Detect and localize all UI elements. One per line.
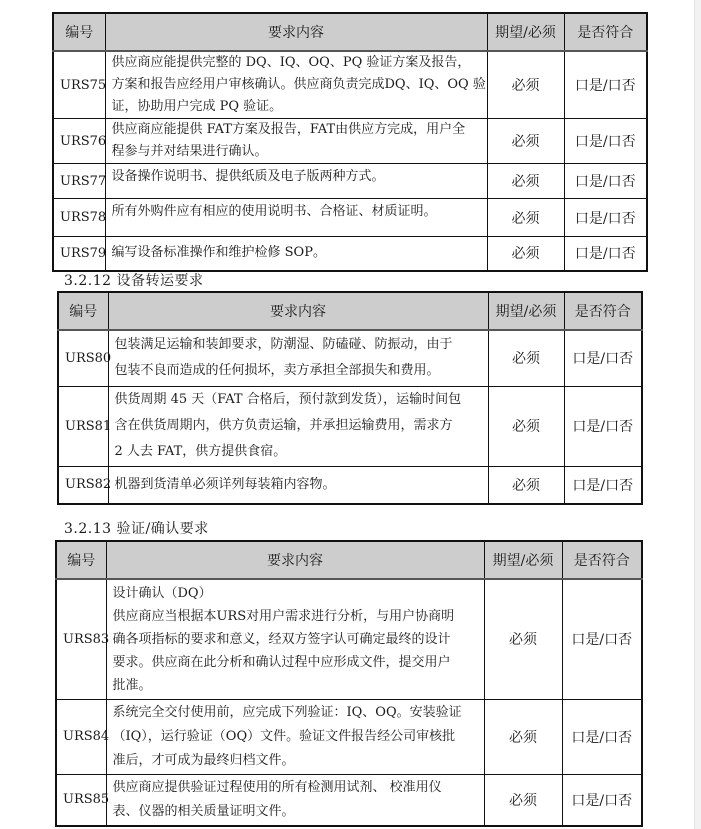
header-content: 要求内容 xyxy=(105,13,487,51)
content-line: 机器到货清单必须详列每装箱内容物。 xyxy=(114,476,336,492)
content-line: 供应商应提供验证过程使用的所有检测用试剂、 校准用仪 xyxy=(112,779,442,795)
row-content xyxy=(106,774,484,826)
content-line: 所有外购件应有相应的使用说明书、合格证、材质证明。 xyxy=(111,204,437,219)
row-id: URS83 xyxy=(56,579,106,699)
header-content: 要求内容 xyxy=(108,292,488,330)
table-row xyxy=(56,699,642,774)
content-line: 供应商应能提供 FAT方案及报告，FAT由供应方完成，用户全 xyxy=(111,122,466,137)
row-priority: 必须 xyxy=(484,579,562,699)
compliance-checkbox[interactable]: 口是/口否 xyxy=(564,164,647,199)
content-line: 表、仪器的相关质量证明文件。 xyxy=(112,803,295,819)
content-line: 程参与并对结果进行确认。 xyxy=(111,144,268,159)
row-content xyxy=(108,330,488,386)
content-line: 2 人去 FAT，供方提供食宿。 xyxy=(114,444,287,459)
compliance-checkbox[interactable]: 口是/口否 xyxy=(564,330,642,386)
header-priority: 期望/必须 xyxy=(487,13,564,51)
header-content: 要求内容 xyxy=(106,541,484,579)
table-row xyxy=(53,164,647,199)
row-content xyxy=(106,579,484,699)
table-row xyxy=(58,386,642,466)
row-id: URS77 xyxy=(53,164,105,199)
content-line: 供应商应当根据本URS对用户需求进行分析，与用户协商明 xyxy=(112,608,455,624)
table-header-row xyxy=(53,13,647,51)
content-line: 编写设备标准操作和维护检修 SOP。 xyxy=(111,245,326,261)
row-content xyxy=(105,199,487,237)
content-line: 供应商应能提供完整的 DQ、IQ、OQ、PQ 验证方案及报告， xyxy=(111,55,471,70)
table-row xyxy=(58,466,642,504)
compliance-checkbox[interactable]: 口是/口否 xyxy=(562,699,642,774)
content-line: 准后，才可成为最终归档文件。 xyxy=(112,752,295,768)
content-line: 设计确认（DQ） xyxy=(112,585,212,601)
row-priority: 必须 xyxy=(487,199,564,237)
content-line: 包装满足运输和装卸要求，防潮湿、防磕碰、防振动，由于 xyxy=(114,337,453,353)
row-priority: 必须 xyxy=(488,466,564,504)
content-line: 方案和报告应经用户审核确认。供应商负责完成DQ、IQ、OQ 验 xyxy=(111,77,486,92)
table-header-row xyxy=(58,292,642,330)
row-id: URS80 xyxy=(58,330,108,386)
content-line: 批准。 xyxy=(112,677,152,693)
row-priority: 必须 xyxy=(484,699,562,774)
table-row xyxy=(58,330,642,386)
table-row xyxy=(56,579,642,699)
table-row xyxy=(53,199,647,237)
row-priority: 必须 xyxy=(484,774,562,826)
table-row xyxy=(56,774,642,826)
header-priority: 期望/必须 xyxy=(488,292,564,330)
row-content xyxy=(106,699,484,774)
header-compliance: 是否符合 xyxy=(562,541,642,579)
content-line: 要求。供应商在此分析和确认过程中应形成文件，提交用户 xyxy=(112,654,451,670)
row-id: URS85 xyxy=(56,774,106,826)
header-id: 编号 xyxy=(58,292,108,330)
compliance-checkbox[interactable]: 口是/口否 xyxy=(564,386,642,466)
row-priority: 必须 xyxy=(487,164,564,199)
header-compliance: 是否符合 xyxy=(564,292,642,330)
content-line: 确各项指标的要求和意义，经双方签字认可确定最终的设计 xyxy=(112,631,451,647)
row-content xyxy=(108,386,488,466)
table-row xyxy=(53,237,647,271)
content-line: 供货周期 45 天（FAT 合格后，预付款到发货），运输时间包 xyxy=(114,392,462,407)
row-id: URS76 xyxy=(53,119,105,164)
content-line: （IQ），运行验证（OQ）文件。验证文件报告经公司审核批 xyxy=(112,728,456,744)
table-row xyxy=(53,119,647,164)
compliance-checkbox[interactable]: 口是/口否 xyxy=(562,579,642,699)
row-id: URS82 xyxy=(58,466,108,504)
page-edge xyxy=(694,0,701,829)
row-id: URS84 xyxy=(56,699,106,774)
table-row xyxy=(53,51,647,119)
header-priority: 期望/必须 xyxy=(484,541,562,579)
row-content xyxy=(105,51,487,119)
row-priority: 必须 xyxy=(487,51,564,119)
section-heading-validation: 3.2.13 验证/确认要求 xyxy=(64,521,209,537)
compliance-checkbox[interactable]: 口是/口否 xyxy=(562,774,642,826)
content-line: 包装不良而造成的任何损坏，卖方承担全部损失和费用。 xyxy=(114,363,440,379)
content-line: 系统完全交付使用前，应完成下列验证：IQ、OQ。安装验证 xyxy=(112,704,462,720)
header-id: 编号 xyxy=(53,13,105,51)
content-line: 证，协助用户完成 PQ 验证。 xyxy=(111,99,283,114)
section-heading-transport: 3.2.12 设备转运要求 xyxy=(64,273,204,289)
requirements-table-transport xyxy=(57,291,643,505)
row-content xyxy=(105,164,487,199)
row-id: URS79 xyxy=(53,237,105,271)
compliance-checkbox[interactable]: 口是/口否 xyxy=(564,237,647,271)
requirements-table-general xyxy=(52,12,648,272)
row-priority: 必须 xyxy=(488,386,564,466)
row-content xyxy=(108,466,488,504)
compliance-checkbox[interactable]: 口是/口否 xyxy=(564,466,642,504)
content-line: 设备操作说明书、提供纸质及电子版两种方式。 xyxy=(111,169,385,184)
row-id: URS75 xyxy=(53,51,105,119)
compliance-checkbox[interactable]: 口是/口否 xyxy=(564,51,647,119)
row-content xyxy=(105,119,487,164)
row-content xyxy=(105,237,487,271)
header-id: 编号 xyxy=(56,541,106,579)
compliance-checkbox[interactable]: 口是/口否 xyxy=(564,119,647,164)
row-priority: 必须 xyxy=(487,237,564,271)
row-priority: 必须 xyxy=(488,330,564,386)
table-header-row xyxy=(56,541,642,579)
content-line: 含在供货周期内，供方负责运输，并承担运输费用，需求方 xyxy=(114,418,453,433)
header-compliance: 是否符合 xyxy=(564,13,647,51)
row-priority: 必须 xyxy=(487,119,564,164)
requirements-table-validation xyxy=(55,540,643,827)
row-id: URS78 xyxy=(53,199,105,237)
compliance-checkbox[interactable]: 口是/口否 xyxy=(564,199,647,237)
row-id: URS81 xyxy=(58,386,108,466)
